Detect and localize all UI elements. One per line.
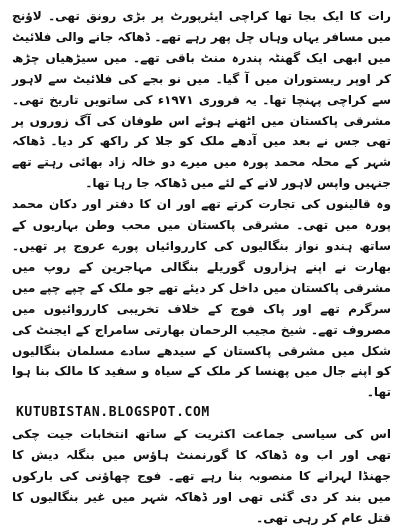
paragraph-1: رات کا ایک بجا تھا کراچی ایئرپورٹ پر بڑی رونق تھی۔ لاؤنج میں مسافر یہاں وہاں چل پھر رہے تھے۔ ڈھاکہ جانے والی فلائیٹ میں ابھی ایک گھنٹہ پندرہ منٹ باقی تھے۔ میں سیڑھیاں چڑھ کر اوپر ریستوران میں آ گیا۔ میں نو بجے کی فلائیٹ سے لاہور سے کراچی پہنچا تھا۔ یہ فروری ۱۹۷۱ء کی ساتویں تاریخ تھی۔ مشرقی پاکستان میں اٹھنے ہوئے اس طوفان کی آگ زوروں پر تھی جس نے بعد میں آدھے ملک کو جلا کر راکھ کر دیا۔ ڈھاکہ شہر کے محلہ محمد پورہ میں میرے دو خالہ زاد بھائی رہتے تھے جنہیں واپس لاہور لانے کے لئے میں ڈھاکہ جا رہا تھا۔ [12,9,391,191]
urdu-text-body [12,6,391,529]
blog-watermark: KUTUBISTAN.BLOGSPOT.COM [16,405,210,421]
paragraph-2: وہ قالینوں کی تجارت کرتے تھے اور ان کا دفتر اور دکان محمد پورہ میں تھی۔ مشرقی پاکستان میں محب وطن بہاریوں کے ساتھ ہندو نواز بنگالیوں کی کارروائیاں پورے عروج پر تھیں۔ بھارت نے اپنے ہزاروں گوریلے بنگالی مہاجرین کے روپ میں مشرقی پاکستان میں داخل کر دیئے تھے جو ملک کے چپے چپے میں سرگرم تھے اور پاک فوج کے خلاف تخریبی کارروائیوں میں مصروف تھے۔ شیخ مجیب الرحمان بھارتی سامراج کے ایجنٹ کی شکل میں مشرقی پاکستان کے سیدھے سادے مسلمان بنگالیوں کو اپنے جال میں پھنسا کر ملک کے سیاہ و سفید کا مالک بنا ہوا تھا۔ [12,197,391,400]
paragraph-3: اس کی سیاسی جماعت اکثریت کے ساتھ انتخابات جیت چکی تھی اور اب وہ ڈھاکہ کا گورنمنٹ ہاؤس میں بنگلہ دیش کا جھنڈا لہرانے کا منصوبہ بنا رہے تھے۔ فوج چھاؤنی کی بارکوں میں بند کر دی گئی تھی اور ڈھاکہ شہر میں غیر بنگالیوں کا قتل عام کر رہی تھی۔ [12,427,391,525]
